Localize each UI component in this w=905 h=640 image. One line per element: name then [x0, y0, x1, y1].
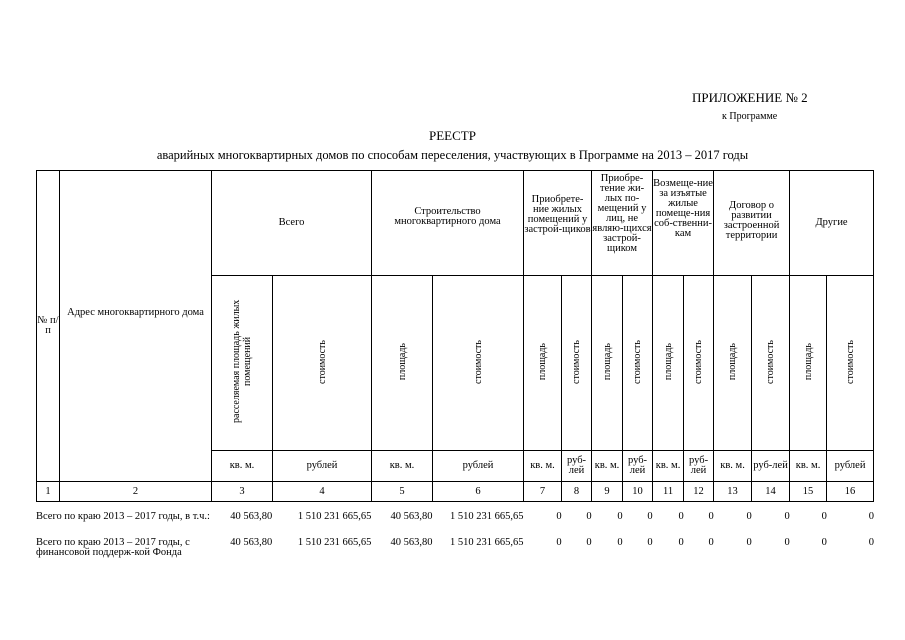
group-from-developers-header: Приобрете-ние жилых помещений у застрой-щиков [524, 171, 592, 276]
column-number: 11 [653, 482, 684, 502]
construction-cost: 1 510 231 665,65 [450, 537, 524, 548]
contract-cost: 0 [784, 537, 790, 548]
developers-area: 0 [556, 537, 562, 548]
seized-area-header: площадь [653, 276, 684, 451]
group-header-row [37, 171, 874, 276]
column-number: 2 [60, 482, 212, 502]
non-developers-area: 0 [617, 537, 623, 548]
seized-cost: 0 [708, 511, 714, 522]
non-developers-cost: 0 [647, 537, 653, 548]
developers-area-header: площадь [524, 276, 562, 451]
unit-cell: кв. м. [714, 451, 752, 482]
column-number: 4 [273, 482, 372, 502]
col-number-header: № п/п [37, 171, 60, 482]
non-developers-area: 0 [617, 511, 623, 522]
total-resettled-area: 40 563,80 [230, 511, 273, 522]
unit-cell: кв. м. [790, 451, 827, 482]
group-from-non-developers-header: Приобре-тение жи-лых по-мещений у лиц, не являю-щихся застрой-щиком [592, 171, 653, 276]
construction-cost: 1 510 231 665,65 [450, 511, 524, 522]
unit-cell: кв. м. [372, 451, 433, 482]
group-other-header: Другие [790, 171, 874, 276]
developers-cost-header: стоимость [562, 276, 592, 451]
unit-cell: кв. м. [212, 451, 273, 482]
document-title: РЕЕСТР [429, 128, 476, 143]
table-row [36, 522, 874, 558]
unit-cell: рублей [273, 451, 372, 482]
unit-cell: рублей [433, 451, 524, 482]
group-total-header: Всего [212, 171, 372, 276]
other-area-header: площадь [790, 276, 827, 451]
row-label: Всего по краю 2013 – 2017 годы, в т.ч.: [36, 511, 210, 522]
seized-cost: 0 [708, 537, 714, 548]
other-area: 0 [821, 511, 827, 522]
other-cost: 0 [868, 537, 874, 548]
registry-table [36, 170, 874, 502]
row-label: Всего по краю 2013 – 2017 годы, с финансовой поддерж-кой Фонда [36, 537, 190, 558]
table-row [36, 512, 874, 522]
column-number: 16 [827, 482, 874, 502]
column-number: 12 [684, 482, 714, 502]
other-cost: 0 [868, 511, 874, 522]
unit-cell: руб-лей [623, 451, 653, 482]
non-developers-area-header: площадь [592, 276, 623, 451]
contract-area: 0 [746, 511, 752, 522]
total-resettled-area: 40 563,80 [230, 537, 273, 548]
contract-cost-header: стоимость [752, 276, 790, 451]
unit-cell: рублей [827, 451, 874, 482]
seized-area: 0 [678, 511, 684, 522]
contract-area-header: площадь [714, 276, 752, 451]
column-number: 9 [592, 482, 623, 502]
column-number: 10 [623, 482, 653, 502]
seized-area: 0 [678, 537, 684, 548]
appendix-label: ПРИЛОЖЕНИЕ № 2 [692, 90, 808, 105]
developers-cost: 0 [586, 511, 592, 522]
total-cost-header: стоимость [273, 276, 372, 451]
contract-cost: 0 [784, 511, 790, 522]
document-subtitle: аварийных многоквартирных домов по способам переселения, участвующих в Программе на 2013 – 2017 годы [156, 148, 749, 162]
unit-cell: кв. м. [524, 451, 562, 482]
group-seized-header: Возмеще-ние за изъятые жилые помеще-ния соб-ственни-кам [653, 171, 714, 276]
column-number: 7 [524, 482, 562, 502]
column-number: 8 [562, 482, 592, 502]
unit-cell: руб-лей [562, 451, 592, 482]
col-address-header: Адрес многоквартирного дома [60, 171, 212, 482]
developers-area: 0 [556, 511, 562, 522]
total-cost: 1 510 231 665,65 [297, 511, 372, 522]
construction-area: 40 563,80 [390, 537, 433, 548]
group-development-contract-header: Договор о развитии застроенной территории [714, 171, 790, 276]
column-number: 6 [433, 482, 524, 502]
unit-cell: кв. м. [653, 451, 684, 482]
contract-area: 0 [746, 537, 752, 548]
unit-cell: руб-лей [684, 451, 714, 482]
resettled-area-label: расселяемая площадь жилых помещений [231, 299, 253, 424]
column-number: 13 [714, 482, 752, 502]
program-reference: к Программе [722, 111, 778, 122]
column-number: 1 [37, 482, 60, 502]
column-number: 3 [212, 482, 273, 502]
resettled-area-header [212, 276, 273, 451]
other-area: 0 [821, 537, 827, 548]
non-developers-cost: 0 [647, 511, 653, 522]
construction-cost-header: стоимость [433, 276, 524, 451]
total-cost: 1 510 231 665,65 [297, 537, 372, 548]
totals-table [36, 512, 874, 558]
unit-cell: руб-лей [752, 451, 790, 482]
column-number: 5 [372, 482, 433, 502]
column-number: 15 [790, 482, 827, 502]
column-numbers-row [37, 482, 874, 502]
unit-cell: кв. м. [592, 451, 623, 482]
seized-cost-header: стоимость [684, 276, 714, 451]
other-cost-header: стоимость [827, 276, 874, 451]
construction-area-header: площадь [372, 276, 433, 451]
non-developers-cost-header: стоимость [623, 276, 653, 451]
developers-cost: 0 [586, 537, 592, 548]
group-construction-header: Строительство многоквартирного дома [372, 171, 524, 276]
column-number: 14 [752, 482, 790, 502]
construction-area: 40 563,80 [390, 511, 433, 522]
